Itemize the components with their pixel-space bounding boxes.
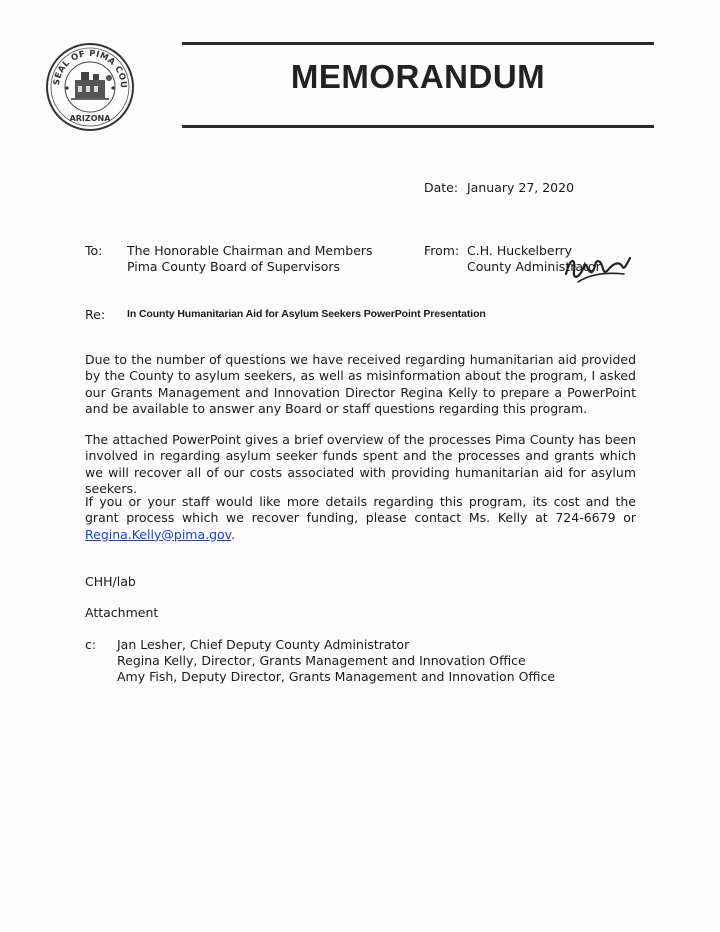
body-paragraph-3 — [85, 494, 636, 543]
from-line-1: C.H. Huckelberry — [467, 243, 573, 258]
memo-title: MEMORANDUM — [290, 58, 546, 95]
from-label: From: — [424, 243, 460, 258]
initials: CHH/lab — [85, 574, 136, 589]
county-seal — [45, 42, 135, 132]
email-link[interactable]: Regina.Kelly@pima.gov — [85, 526, 232, 542]
signature — [562, 244, 634, 288]
re-subject: In County Humanitarian Aid for Asylum Seekers PowerPoint Presentation — [127, 308, 486, 320]
attachment-label: Attachment — [85, 605, 159, 620]
body-paragraph-2: The attached PowerPoint gives a brief overview of the processes Pima County has been involved in regarding asylum seeker funds spent and the processes and grants which we will recover all of our costs associated with providing humanitarian aid for asylum seekers. — [85, 432, 636, 496]
seal-bottom-text: ARIZONA — [69, 114, 111, 123]
body-paragraph-3-text: If you or your staff would like more details regarding this program, its cost and the grant process which we recover funding, please contact Ms. Kelly at 724-6679 or — [85, 494, 636, 526]
seal-ring-text: SEAL OF PIMA COU — [51, 48, 129, 89]
cc-item: Amy Fish, Deputy Director, Grants Management and Innovation Office — [117, 669, 556, 684]
header-top-rule — [182, 42, 654, 45]
body-paragraph-3-end: . — [231, 526, 236, 542]
cc-label: c: — [85, 637, 97, 652]
header-bottom-rule — [182, 125, 654, 128]
cc-item: Jan Lesher, Chief Deputy County Administrator — [117, 637, 410, 652]
body-paragraph-1: Due to the number of questions we have received regarding humanitarian aid provided by the County to asylum seekers, as well as misinformation about the program, I asked our Grants Management and Innovation Director Regina Kelly to prepare a PowerPoint and be available to answer any Board or staff questions regarding this program. — [85, 352, 636, 416]
to-line-1: The Honorable Chairman and Members — [127, 243, 373, 258]
from-line-2: County Administrator — [467, 259, 601, 274]
to-line-2: Pima County Board of Supervisors — [127, 259, 341, 274]
cc-item: Regina Kelly, Director, Grants Management and Innovation Office — [117, 653, 526, 668]
date-label: Date: — [424, 180, 459, 195]
date-value: January 27, 2020 — [467, 180, 575, 195]
re-label: Re: — [85, 307, 106, 322]
to-label: To: — [85, 243, 103, 258]
